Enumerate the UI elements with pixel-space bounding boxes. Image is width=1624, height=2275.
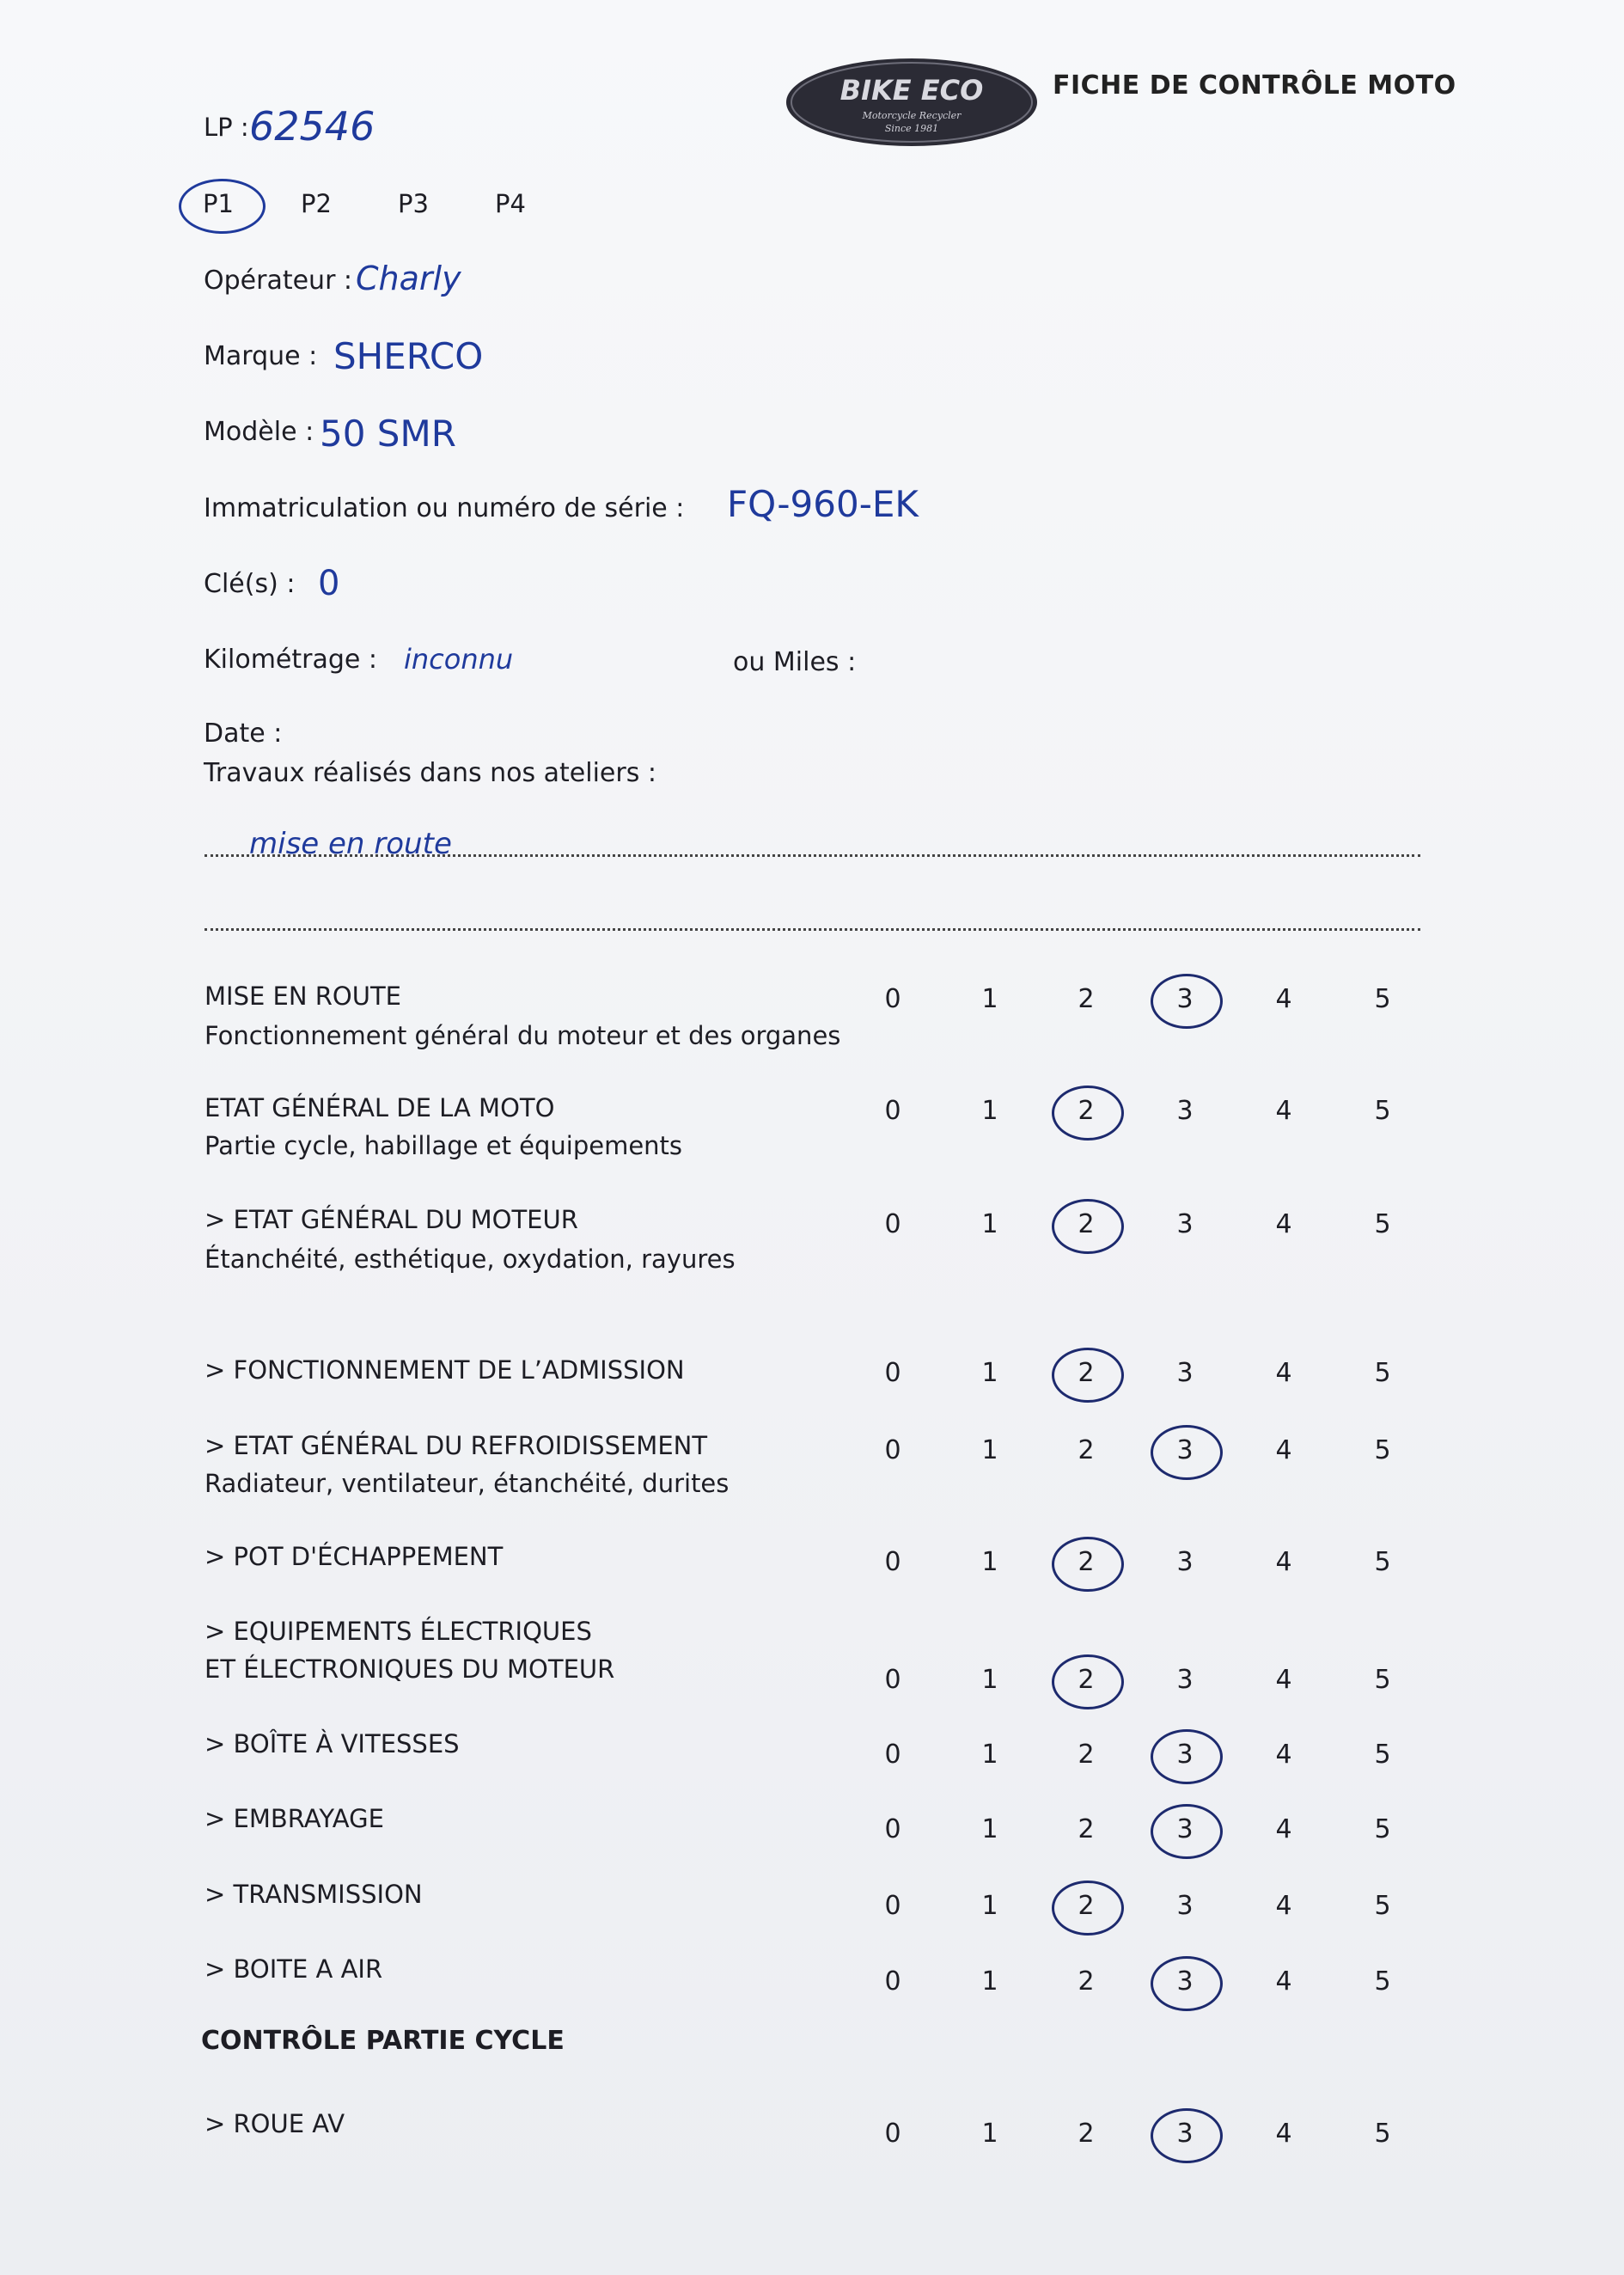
- works-value: mise en route: [249, 827, 452, 861]
- check-title-6: > EQUIPEMENTS ÉLECTRIQUES: [205, 1617, 592, 1646]
- check-score-4-0: 0: [884, 1435, 901, 1465]
- check-score-3-4: 4: [1275, 1358, 1292, 1388]
- check-score-8-0: 0: [884, 1814, 901, 1844]
- logo-since: Since 1981: [884, 123, 939, 134]
- check-score-0-2: 2: [1078, 984, 1095, 1014]
- priority-p2: P2: [301, 189, 332, 218]
- check-score-1-1: 1: [981, 1096, 998, 1126]
- check-score-6-4: 4: [1275, 1665, 1292, 1695]
- check-score-7-2: 2: [1078, 1740, 1095, 1770]
- check-subtitle-2: Étanchéité, esthétique, oxydation, rayures: [205, 1245, 736, 1274]
- check-selected-circle-5: [1052, 1537, 1124, 1592]
- check-score-0-3: 3: [1176, 984, 1194, 1014]
- check-score-9-5: 5: [1374, 1891, 1391, 1921]
- works-line-1: [205, 854, 1420, 857]
- check-subtitle-6: ET ÉLECTRONIQUES DU MOTEUR: [205, 1654, 615, 1684]
- check-selected-circle-10: [1151, 1956, 1223, 2011]
- check-title-5: > POT D'ÉCHAPPEMENT: [205, 1542, 504, 1571]
- check-score-1-0: 0: [884, 1096, 901, 1126]
- check-score-4-1: 1: [981, 1435, 998, 1465]
- check-score-6-2: 2: [1078, 1665, 1095, 1695]
- check-score-7-5: 5: [1374, 1740, 1391, 1770]
- model-label: Modèle :: [204, 417, 314, 447]
- check-score-0-4: 4: [1275, 984, 1292, 1014]
- check-title-2: > ETAT GÉNÉRAL DU MOTEUR: [205, 1205, 578, 1234]
- check-score-8-3: 3: [1176, 1814, 1194, 1844]
- brand-value: SHERCO: [333, 335, 484, 377]
- check-subtitle-4: Radiateur, ventilateur, étanchéité, durites: [205, 1469, 730, 1498]
- cycle-title-0: > ROUE AV: [205, 2109, 345, 2138]
- check-score-9-0: 0: [884, 1891, 901, 1921]
- check-subtitle-1: Partie cycle, habillage et équipements: [205, 1131, 683, 1160]
- miles-label: ou Miles :: [733, 647, 857, 677]
- check-score-8-5: 5: [1374, 1814, 1391, 1844]
- check-score-8-2: 2: [1078, 1814, 1095, 1844]
- check-score-7-0: 0: [884, 1740, 901, 1770]
- check-score-5-0: 0: [884, 1547, 901, 1577]
- check-score-3-3: 3: [1176, 1358, 1194, 1388]
- registration-value: FQ-960-EK: [727, 483, 919, 525]
- check-score-5-1: 1: [981, 1547, 998, 1577]
- cycle-score-0-1: 1: [981, 2119, 998, 2149]
- check-score-4-2: 2: [1078, 1435, 1095, 1465]
- check-score-6-3: 3: [1176, 1665, 1194, 1695]
- check-title-8: > EMBRAYAGE: [205, 1804, 384, 1833]
- priority-p3: P3: [398, 189, 429, 218]
- check-score-9-3: 3: [1176, 1891, 1194, 1921]
- lp-label: LP :: [204, 113, 249, 142]
- cycle-score-0-5: 5: [1374, 2119, 1391, 2149]
- check-score-7-3: 3: [1176, 1740, 1194, 1770]
- brand-label: Marque :: [204, 341, 318, 371]
- check-title-4: > ETAT GÉNÉRAL DU REFROIDISSEMENT: [205, 1431, 708, 1460]
- check-selected-circle-3: [1052, 1348, 1124, 1403]
- check-score-5-2: 2: [1078, 1547, 1095, 1577]
- check-score-10-1: 1: [981, 1966, 998, 1997]
- check-score-8-1: 1: [981, 1814, 998, 1844]
- check-score-2-3: 3: [1176, 1209, 1194, 1239]
- check-score-10-0: 0: [884, 1966, 901, 1997]
- check-title-1: ETAT GÉNÉRAL DE LA MOTO: [205, 1093, 555, 1122]
- check-score-9-4: 4: [1275, 1891, 1292, 1921]
- keys-value: 0: [318, 564, 340, 603]
- check-score-9-2: 2: [1078, 1891, 1095, 1921]
- check-score-10-5: 5: [1374, 1966, 1391, 1997]
- check-selected-circle-9: [1052, 1881, 1124, 1936]
- check-score-1-4: 4: [1275, 1096, 1292, 1126]
- check-score-6-0: 0: [884, 1665, 901, 1695]
- check-subtitle-0: Fonctionnement général du moteur et des organes: [205, 1021, 841, 1050]
- check-selected-circle-8: [1151, 1804, 1223, 1859]
- operator-value: Charly: [356, 260, 461, 297]
- logo-tagline: Motorcycle Recycler: [862, 110, 962, 121]
- check-title-0: MISE EN ROUTE: [205, 982, 401, 1011]
- check-selected-circle-7: [1151, 1729, 1223, 1784]
- check-title-9: > TRANSMISSION: [205, 1880, 423, 1909]
- check-score-1-5: 5: [1374, 1096, 1391, 1126]
- check-score-3-2: 2: [1078, 1358, 1095, 1388]
- cycle-selected-circle-0: [1151, 2108, 1223, 2163]
- check-score-2-4: 4: [1275, 1209, 1292, 1239]
- date-label: Date :: [204, 719, 283, 749]
- check-score-3-5: 5: [1374, 1358, 1391, 1388]
- check-score-9-1: 1: [981, 1891, 998, 1921]
- priority-p4: P4: [495, 189, 526, 218]
- check-selected-circle-0: [1151, 974, 1223, 1029]
- check-score-7-4: 4: [1275, 1740, 1292, 1770]
- check-selected-circle-1: [1052, 1086, 1124, 1141]
- bike-eco-logo: [785, 57, 1040, 148]
- works-label: Travaux réalisés dans nos ateliers :: [204, 758, 656, 788]
- logo-brand: BIKE ECO: [839, 74, 984, 107]
- check-score-2-5: 5: [1374, 1209, 1391, 1239]
- cycle-score-0-3: 3: [1176, 2119, 1194, 2149]
- check-score-8-4: 4: [1275, 1814, 1292, 1844]
- check-score-7-1: 1: [981, 1740, 998, 1770]
- check-score-5-3: 3: [1176, 1547, 1194, 1577]
- check-score-6-1: 1: [981, 1665, 998, 1695]
- priority-p1: P1: [203, 189, 234, 218]
- registration-label: Immatriculation ou numéro de série :: [204, 493, 685, 523]
- lp-value: 62546: [249, 103, 375, 150]
- check-score-3-0: 0: [884, 1358, 901, 1388]
- check-score-5-5: 5: [1374, 1547, 1391, 1577]
- works-line-2: [205, 928, 1420, 931]
- keys-label: Clé(s) :: [204, 569, 296, 599]
- mileage-value: inconnu: [404, 643, 514, 676]
- check-score-10-3: 3: [1176, 1966, 1194, 1997]
- model-value: 50 SMR: [320, 413, 456, 455]
- check-title-7: > BOÎTE À VITESSES: [205, 1729, 460, 1758]
- check-score-0-1: 1: [981, 984, 998, 1014]
- sheet-title: FICHE DE CONTRÔLE MOTO: [1053, 70, 1456, 101]
- check-score-2-2: 2: [1078, 1209, 1095, 1239]
- cycle-score-0-2: 2: [1078, 2119, 1095, 2149]
- section-cycle-heading: CONTRÔLE PARTIE CYCLE: [201, 2026, 565, 2056]
- mileage-label: Kilométrage :: [204, 645, 378, 675]
- check-score-10-2: 2: [1078, 1966, 1095, 1997]
- check-title-3: > FONCTIONNEMENT DE L’ADMISSION: [205, 1355, 685, 1385]
- operator-label: Opérateur :: [204, 266, 353, 296]
- check-score-0-5: 5: [1374, 984, 1391, 1014]
- check-score-3-1: 1: [981, 1358, 998, 1388]
- check-score-0-0: 0: [884, 984, 901, 1014]
- cycle-score-0-0: 0: [884, 2119, 901, 2149]
- check-score-6-5: 5: [1374, 1665, 1391, 1695]
- check-score-10-4: 4: [1275, 1966, 1292, 1997]
- check-score-4-5: 5: [1374, 1435, 1391, 1465]
- check-score-4-3: 3: [1176, 1435, 1194, 1465]
- check-selected-circle-4: [1151, 1425, 1223, 1480]
- check-selected-circle-2: [1052, 1199, 1124, 1254]
- check-selected-circle-6: [1052, 1654, 1124, 1709]
- check-score-1-3: 3: [1176, 1096, 1194, 1126]
- check-score-1-2: 2: [1078, 1096, 1095, 1126]
- check-score-5-4: 4: [1275, 1547, 1292, 1577]
- check-score-2-0: 0: [884, 1209, 901, 1239]
- check-score-4-4: 4: [1275, 1435, 1292, 1465]
- cycle-score-0-4: 4: [1275, 2119, 1292, 2149]
- check-title-10: > BOITE A AIR: [205, 1954, 383, 1984]
- check-score-2-1: 1: [981, 1209, 998, 1239]
